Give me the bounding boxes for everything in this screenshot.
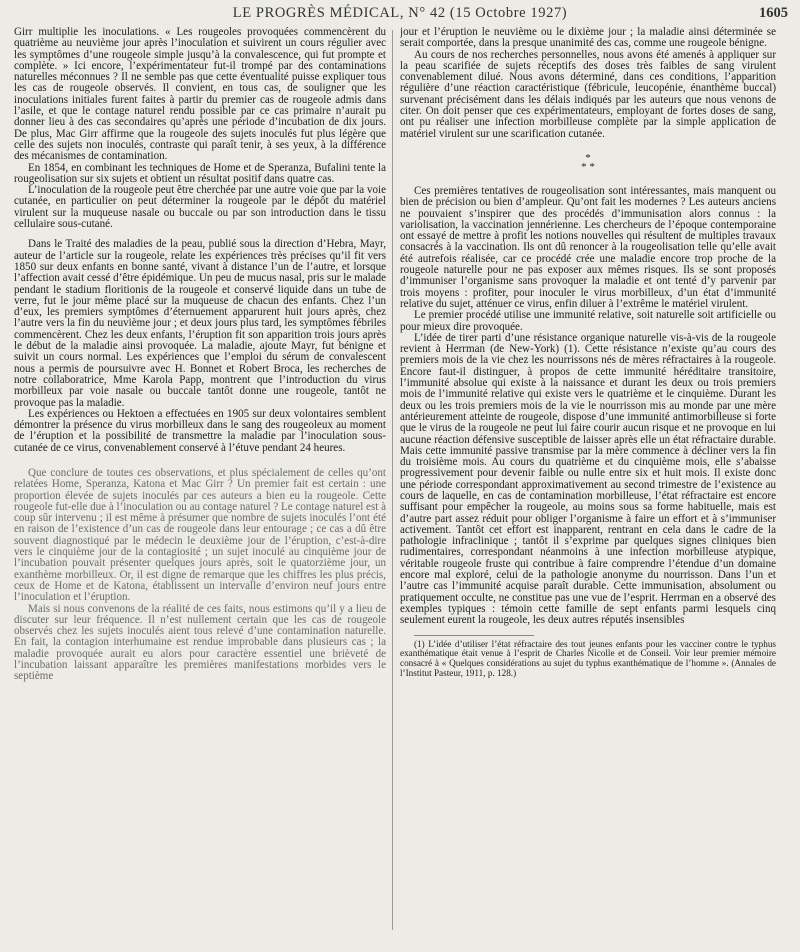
running-title: LE PROGRÈS MÉDICAL, N° 42 (15 Octobre 1927) [232, 5, 568, 21]
right-column [400, 27, 776, 949]
footnote-rule [414, 635, 534, 636]
paragraph: L’inoculation de la rougeole peut être cherchée par une autre voie que par la voie cutanée, en particulier on peut déterminer la rougeole par le dépôt du matériel virulent sur la muqueuse nasale ou buccale ou par son introduction dans le tissu cellulaire sous-cutané. [14, 184, 386, 231]
paragraph: Girr multiplie les inoculations. « Les rougeoles provoquées commencèrent du quatrième au neuvième jour après l’inoculation et suivirent un cours régulier avec les symptômes d’une rougeole simple jusqu’à la convalescence, qui fut prompte et complète. » Ici encore, l’expérimentateur fut-il trompé par des contaminations naturelles méconnues ? Il ne semble pas que cette éventualité puisse expliquer tous les cas de rougeole observés. Il convient, en tous cas, de souligner que les inoculations initiales furent faites à partir du premier cas de rougeole admis dans l’asile, et que le contage naturel rendu possible par ce cas primaire n’aurait pu donner lieu à des cas secondaires qu’après une période d’incubation de dix jours. De plus, Mac Girr affirme que la rougeole des sujets inoculés fut plus légère que celle des sujets non inoculés, contraste qui paraît tenir, à ses yeux, à la différence des mécanismes de contamination. [14, 27, 386, 163]
paragraph: Les expériences ou Hektoen a effectuées en 1905 sur deux volontaires semblent démontrer la présence du virus morbilleux dans le sang des rougeoleux au moment de l’éruption et la possibilité de transmettre la maladie par l’inoculation sous-cutanée de ce virus, convenablement conservé à l’étuve pendant 24 heures. [14, 407, 386, 454]
paragraph: Mais si nous convenons de la réalité de ces faits, nous estimons qu’il y a lieu de discuter sur leur fréquence. Il n’est nullement certain que les cas de rougeole observés chez les sujets inoculés aient tous relevé d’une contamination naturelle. En fait, la contagion interhumaine est rendue improbable dans plusieurs cas ; la maladie provoquée aurait eu alors pour caractère essentiel une brièveté de l’incubation laissant apparaître les premières manifestations morbides vers le septième [14, 602, 386, 683]
paragraph: Le premier procédé utilise une immunité relative, soit naturelle soit artificielle ou pour mieux dire provoquée. [400, 309, 776, 333]
paragraph: Ces premières tentatives de rougeolisation sont intéressantes, mais manquent ou bien de précision ou bien d’ampleur. Qu’ont fait les modernes ? Les auteurs anciens ne pouvaient s’inspirer que des procédés d’immunisation alors connus : la variolisation, la vaccination jennérienne. Les chercheurs de l’époque contemporaine ont essayé de mettre à profit les notions nouvelles qui résultent de multiples travaux consacrés à la vaccination. Ils ont dû renoncer à la rougeolisation telle qu’elle avait été autrefois réalisée, car ce procédé crée une maladie encore trop proche de la rougeole naturelle pour ne pas exposer aux mêmes risques. Ils se sont proposés d’immuniser l’organisme sans provoquer la maladie et ont tenté d’y parvenir par trois moyens : profiter, pour inoculer le virus morbilleux, d’un état d’immunité relative du sujet, atténuer ce virus, enfin diluer à l’extrême le matériel virulent. [400, 184, 776, 310]
paragraph: jour et l’éruption le neuvième ou le dixième jour ; la maladie ainsi déterminée se serait comportée, dans la presque unanimité des cas, comme une rougeole bénigne. [400, 27, 776, 50]
page-number: 1605 [759, 5, 788, 21]
paragraph: Au cours de nos recherches personnelles, nous avons été amenés à appliquer sur la peau scarifiée de sujets réceptifs des doses très faibles de sang virulent convenablement dilué. Nous avons déterminé, dans ces conditions, l’apparition régulière d’une réaction caractéristique (fébricule, leucopénie, énanthème buccal) survenant précisément dans les délais indiqués par les auteurs que nous venons de citer. On doit penser que ces expérimentateurs, employant de fortes doses de sang, ont pu réaliser une infection morbilleuse complète par la simple application de matériel virulent sur une scarification cutanée. [400, 48, 776, 140]
left-column [14, 27, 386, 949]
column-divider [392, 30, 393, 930]
paragraph: Que conclure de toutes ces observations, et plus spécialement de celles qu’ont relatées Home, Speranza, Katona et Mac Girr ? Un premier fait est certain : une proportion élevée de sujets inoculés par ces auteurs a bien eu la rougeole. Cette rougeole fut-elle due à l’inoculation ou au contage naturel ? Le contage naturel est à coup sûr intervenu ; il est même à présumer que nombre de sujets inoculés l’ont été en raison de l’existence d’un cas de rougeole dans leur entourage ; ce cas a dû être souvent diagnostiqué par le médecin le deuxième jour de l’éruption, c’est-à-dire vers le cinquième jour de la contagiosité ; un sujet inoculé au cinquième jour de l’incubation pouvait présenter quelques jours après, soit le quatorzième jour, un exanthème morbilleux. Or, il est digne de remarque que les chiffres les plus précis, ceux de Home et de Katona, établissent un intervalle d’environ neuf jours entre l’inoculation et l’éruption. [14, 466, 386, 604]
paragraph: Dans le Traité des maladies de la peau, publié sous la direction d’Hebra, Mayr, auteur de l’article sur la rougeole, relate les expériences très précises qu’il fit vers 1850 sur deux enfants en bonne santé, vivant à distance l’un de l’autre, et lorsque l’affection avait cessé d’être épidémique. Un peu de mucus nasal, pris sur le malade pendant le stadium floritionis de la rougeole et conservé liquide dans un tube de verre, fut le jour même placé sur la muqueuse de chacun des enfants. Chez l’un d’eux, les premiers symptômes d’éternuement apparurent huit jours après, chez l’autre vers la fin du neuvième jour ; et deux jours plus tard, les symptômes fébriles commencèrent. Chez les deux enfants, l’éruption fit son apparition trois jours après le début de la maladie ainsi provoquée. La maladie, ajoute Mayr, fut bénigne et suivit un cours normal. Les expériences que l’emploi du sérum de convalescent nous a permis de poursuivre avec H. Bonnet et Robert Broca, les recherches de notre collaboratrice, Mme Karola Papp, montrent que l’introduction du virus morbilleux par voie nasale ou buccale tantôt donne une rougeole, tantôt ne provoque pas la maladie. [14, 238, 386, 409]
footnote: (1) L’idée d’utiliser l’état réfractaire des tout jeunes enfants pour les vacciner contre le typhus exanthématique était venue à l’esprit de Charles Nicolle et de Conseil. Voir leur premier mémoire consacré à « Quelques considérations au sujet du typhus exanthématique de l’homme ». (Annales de l’Institut Pasteur, 1911, p. 128.) [400, 638, 776, 678]
section-separator [400, 151, 776, 173]
paragraph: En 1854, en combinant les techniques de Home et de Speranza, Bufalini tente la rougeolisation sur six sujets et obtient un résultat positif dans quatre cas. [14, 161, 386, 185]
paragraph: L’idée de tirer parti d’une résistance organique naturelle vis-à-vis de la rougeole revient à Herrman (de New-York) (1). Cette résistance n’existe qu’au cours des premiers mois de la vie chez les nourrissons nés de mères réfractaires à la rougeole. Encore faut-il distinguer, à propos de cette immunité héréditaire transitoire, l’immunité absolue qui existe à la naissance et durant les deux ou trois premiers mois de l’immunité relative qui existe vers le quatrième et le cinquième. Durant les deux ou les trois premiers mois de la vie le nourrisson mis au monde par une mère antérieurement atteinte de rougeole, dispose d’une immunité antimorbilleuse si forte que le virus de la rougeole ne peut lui faire courir aucun risque et ne provoque en lui aucune réaction défensive susceptible de laisser après elle un état réfractaire durable. Mais cette immunité passive transmise par la mère commence à décliner vers la fin du troisième mois. Au cours du quatrième et du cinquième mois, elle s’abaisse progressivement pour devenir faible ou nulle entre six et huit mois. Il existe donc une période correspondant approximativement au second trimestre de l’existence au cours de laquelle, en cas de contamination morbilleuse, l’état réfractaire est encore suffisant pour empêcher la rougeole, au moins sous sa forme habituelle, mais est d’autre part assez réduit pour obliger l’organisme à faire un effort et à s’immuniser activement. Tantôt cet effort est inapparent, rentrant en cela dans le cadre de la pathologie infraclinique ; tantôt il s’exprime par quelques signes cliniques bien rudimentaires, correspondant néanmoins à une infection morbilleuse atypique, véritable rougeole fruste qui contribue à faire comprendre l’étendue d’un domaine encore mal exploré, celui de la pathologie anonyme du nourrisson. Dans l’un et l’autre cas l’immunité acquise paraît durable. Cette immunisation, absolument ou pratiquement occulte, ne constitue pas une vue de l’esprit. Herrman en a observé des exemples typiques : témoin cette famille de sept enfants parmi lesquels cinq seulement eurent la rougeole, les deux autres réputés insensibles [400, 331, 776, 627]
asterism-top: * [585, 151, 591, 164]
page-header [0, 0, 800, 28]
asterism-bottom: * * [581, 160, 595, 173]
